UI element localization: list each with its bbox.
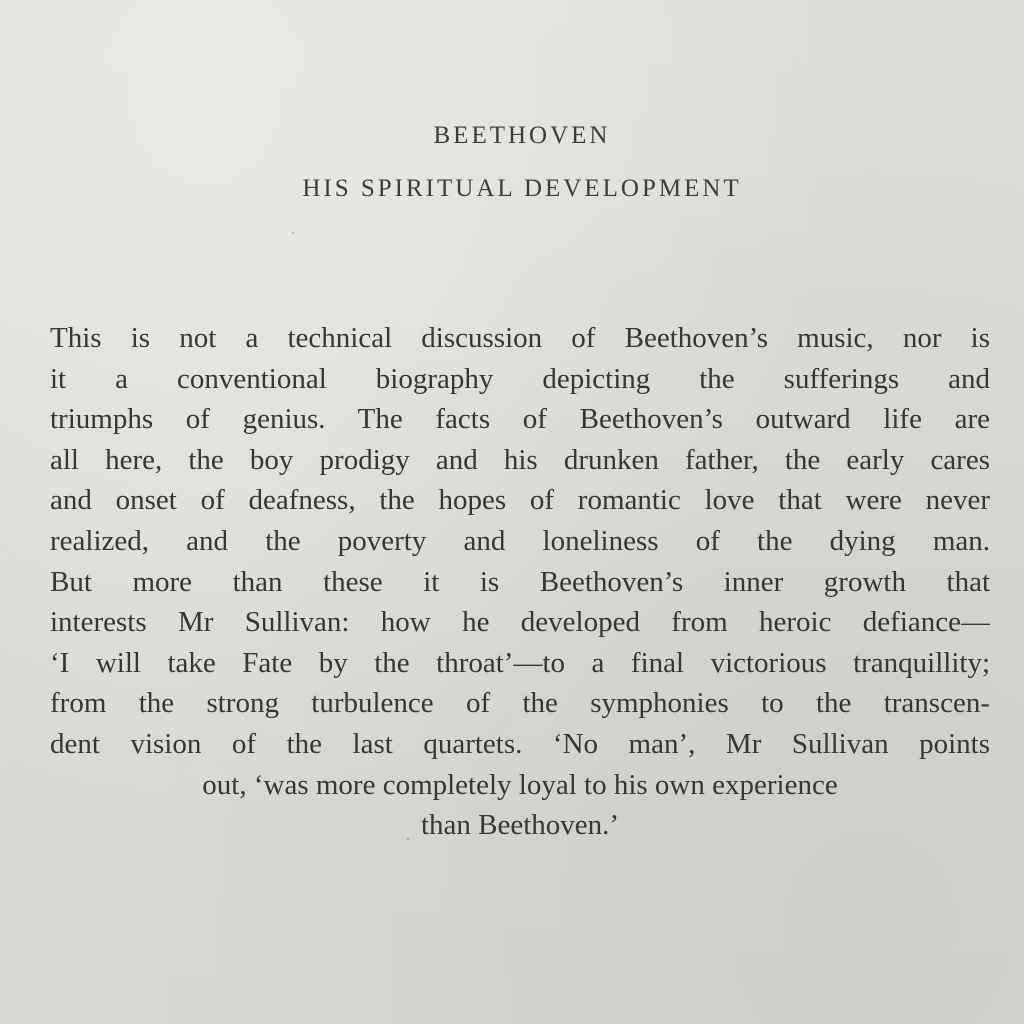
blurb-line: ‘I will take Fate by the throat’—to a final victorious tranquillity; [50,646,990,679]
blurb-line: it a conventional biography depicting the sufferings and [50,362,990,395]
blurb-line: This is not a technical discussion of Beethoven’s music, nor is [50,322,990,354]
blurb-paragraph [50,318,990,846]
paper-speck [292,232,294,234]
blurb-line: dent vision of the last quartets. ‘No man’, Mr Sullivan points [50,727,990,760]
blurb-line: out, ‘was more completely loyal to his own experience [202,768,838,801]
book-title: BEETHOVEN [433,122,611,149]
blurb-line: from the strong turbulence of the symphonies to the transcen- [50,687,990,720]
paper-speck [407,838,409,840]
blurb-line: triumphs of genius. The facts of Beethoven’s outward life are [50,403,990,436]
blurb-line: But more than these it is Beethoven’s inner growth that [50,565,990,598]
blurb-line: realized, and the poverty and loneliness of the dying man. [50,524,990,557]
blurb-line: than Beethoven.’ [420,809,620,842]
blurb-line: all here, the boy prodigy and his drunken father, the early cares [50,443,990,476]
blurb-line: interests Mr Sullivan: how he developed from heroic defiance— [50,606,990,639]
blurb-line: and onset of deafness, the hopes of romantic love that were never [50,484,990,517]
book-subtitle: HIS SPIRITUAL DEVELOPMENT [302,175,742,202]
